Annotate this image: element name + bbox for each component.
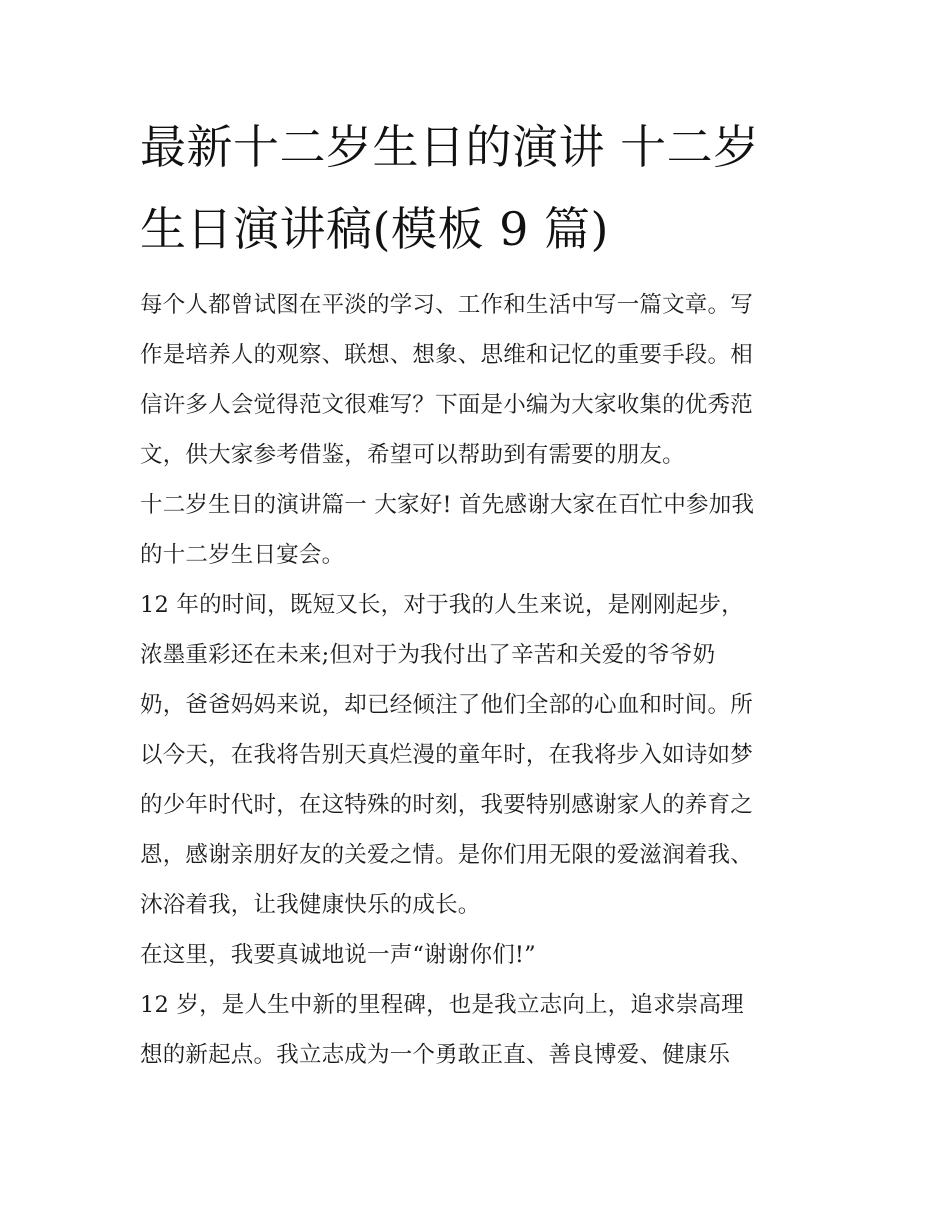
text-line: 12 年的时间，既短又长，对于我的人生来说，是刚刚起步， xyxy=(140,592,744,618)
paragraph-speech-opening xyxy=(140,486,812,574)
text-line: 以今天，在我将告别天真烂漫的童年时，在我将步入如诗如梦 xyxy=(140,742,753,768)
paragraph-twelve-years xyxy=(140,586,812,924)
title-line: 生日演讲稿(模板 9 篇) xyxy=(140,202,609,256)
text-line: 每个人都曾试图在平淡的学习、工作和生活中写一篇文章。写 xyxy=(140,292,753,318)
document-title xyxy=(140,112,812,264)
title-line: 最新十二岁生日的演讲 十二岁 xyxy=(140,120,760,174)
text-line: 文，供大家参考借鉴，希望可以帮助到有需要的朋友。 xyxy=(140,442,685,468)
text-line: 的十二岁生日宴会。 xyxy=(140,542,345,568)
text-line: 在这里，我要真诚地说一声“谢谢你们!” xyxy=(140,942,536,968)
document-body xyxy=(140,112,812,1086)
text-line: 12 岁，是人生中新的里程碑，也是我立志向上，追求崇高理 xyxy=(140,992,744,1018)
text-line: 十二岁生日的演讲篇一 大家好! 首先感谢大家在百忙中参加我 xyxy=(140,492,755,518)
text-line: 想的新起点。我立志成为一个勇敢正直、善良博爱、健康乐 xyxy=(140,1042,731,1068)
text-line: 的少年时代时，在这特殊的时刻，我要特别感谢家人的养育之 xyxy=(140,792,753,818)
text-line: 沐浴着我，让我健康快乐的成长。 xyxy=(140,892,481,918)
text-line: 浓墨重彩还在未来;但对于为我付出了辛苦和关爱的爷爷奶 xyxy=(140,642,716,668)
paragraph-milestone xyxy=(140,986,812,1074)
text-line: 奶，爸爸妈妈来说，却已经倾注了他们全部的心血和时间。所 xyxy=(140,692,753,718)
paragraph-thanks xyxy=(140,936,812,974)
text-line: 信许多人会觉得范文很难写？下面是小编为大家收集的优秀范 xyxy=(140,392,753,418)
text-line: 恩，感谢亲朋好友的关爱之情。是你们用无限的爱滋润着我、 xyxy=(140,842,753,868)
paragraph-intro xyxy=(140,286,812,474)
text-line: 作是培养人的观察、联想、想象、思维和记忆的重要手段。相 xyxy=(140,342,753,368)
